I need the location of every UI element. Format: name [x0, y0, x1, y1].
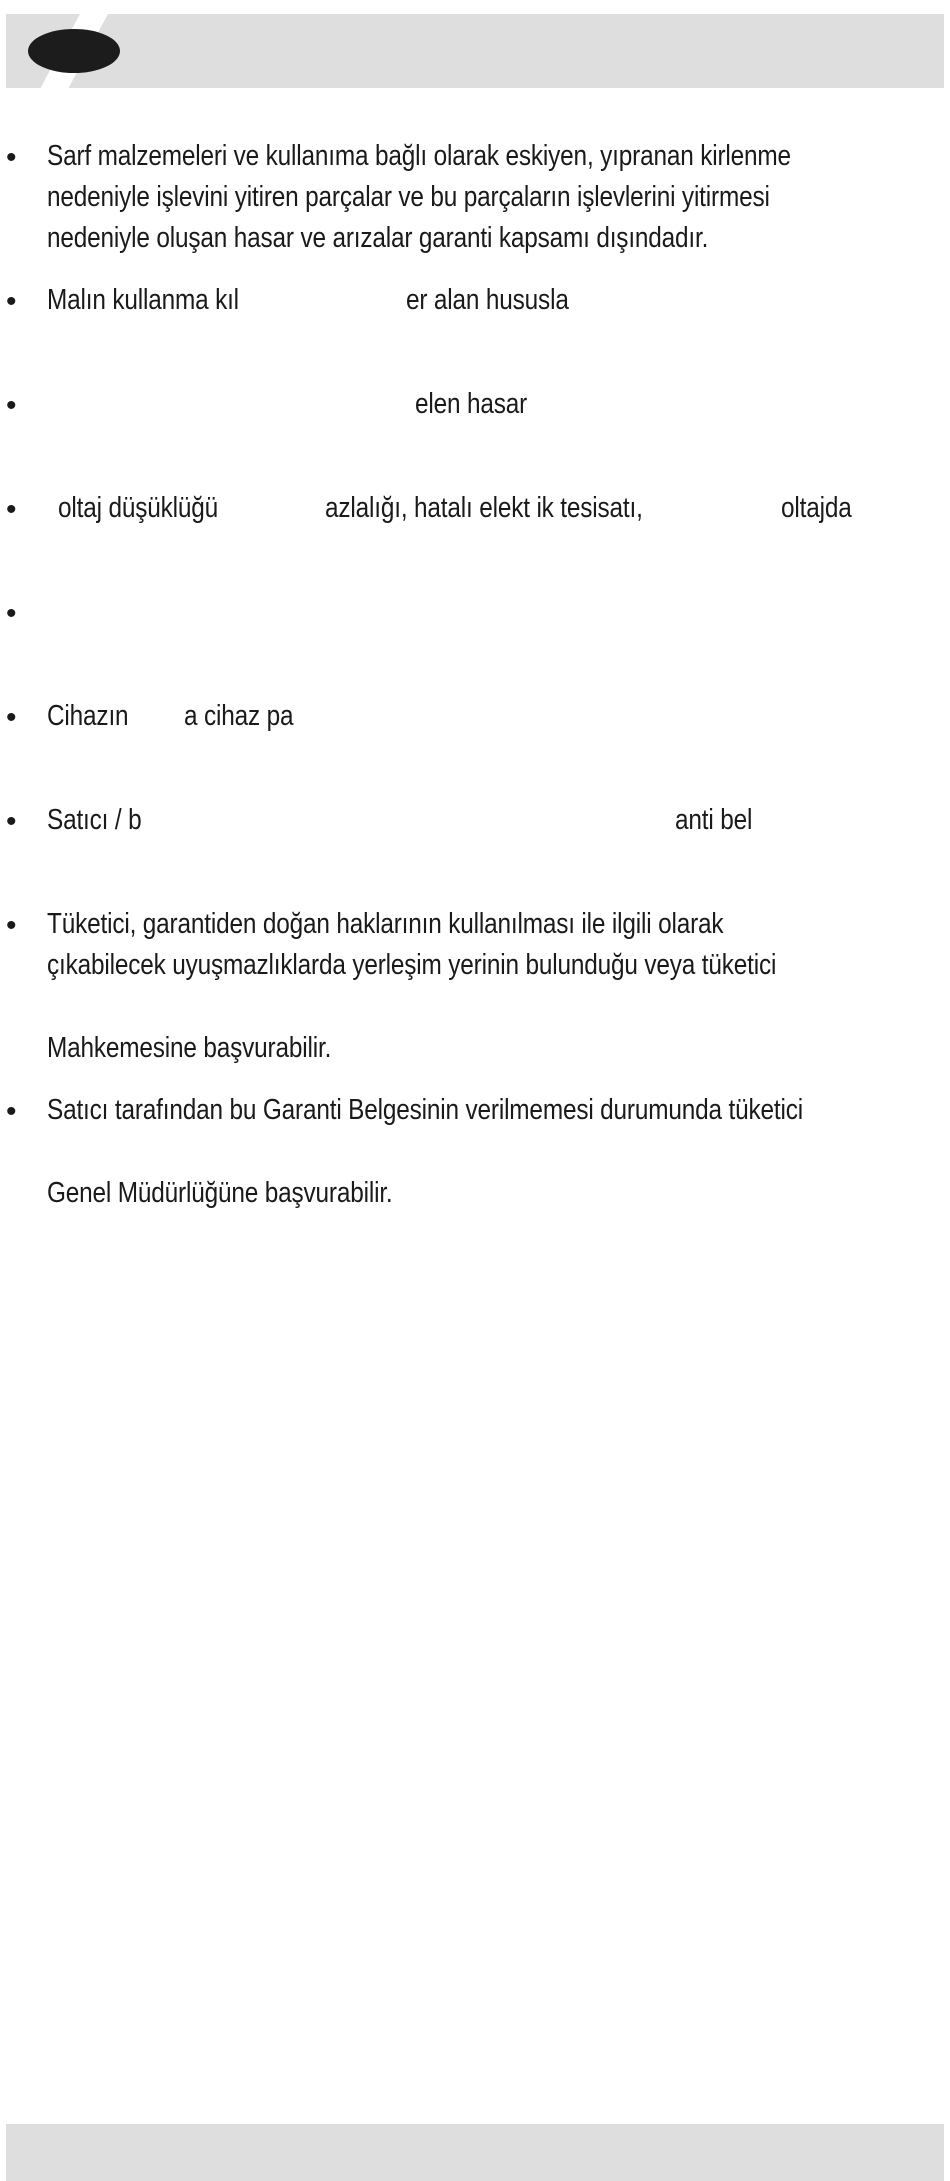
bullet: • [6, 805, 17, 838]
item-4-fragment-2: azlalığı, hatalı elekt ik tesisatı, [325, 492, 643, 524]
bullet: • [6, 909, 17, 942]
bullet: • [6, 1095, 17, 1128]
bullet: • [6, 597, 17, 630]
item-8-line-1: Tüketici, garantiden doğan haklarının kullanılması ile ilgili olarak [47, 908, 724, 940]
item-1-line-1: Sarf malzemeleri ve kullanıma bağlı olarak eskiyen, yıpranan kirlenme [47, 140, 791, 172]
item-9-line-1: Satıcı tarafından bu Garanti Belgesinin verilmemesi durumunda tüketici [47, 1094, 803, 1126]
item-6-fragment-2: a cihaz pa [184, 700, 294, 732]
item-8-line-3: Mahkemesine başvurabilir. [47, 1032, 332, 1064]
item-1-line-3: nedeniyle oluşan hasar ve arızalar garanti kapsamı dışındadır. [47, 222, 709, 254]
item-7-fragment-1: Satıcı / b [47, 804, 142, 836]
item-2-fragment-2: er alan hususla [406, 284, 569, 316]
bullet: • [6, 389, 17, 422]
footer-band [6, 2124, 944, 2181]
item-4-fragment-3: oltajda [781, 492, 852, 524]
bullet: • [6, 493, 17, 526]
item-4-fragment-1: oltaj düşüklüğü [58, 492, 219, 524]
bullet: • [6, 141, 17, 174]
item-9-line-2: Genel Müdürlüğüne başvurabilir. [47, 1177, 393, 1209]
header-band [6, 14, 944, 88]
item-1-line-2: nedeniyle işlevini yitiren parçalar ve bu parçaların işlevlerini yitirmesi [47, 181, 770, 213]
item-6-fragment-1: Cihazın [47, 700, 129, 732]
item-3-fragment-1: elen hasar [415, 388, 528, 420]
bullet: • [6, 701, 17, 734]
item-7-fragment-2: anti bel [675, 804, 753, 836]
language-badge [28, 29, 120, 73]
item-8-line-2: çıkabilecek uyuşmazlıklarda yerleşim yerinin bulunduğu veya tüketici [47, 949, 777, 981]
item-2-fragment-1: Malın kullanma kıl [47, 284, 239, 316]
bullet: • [6, 285, 17, 318]
